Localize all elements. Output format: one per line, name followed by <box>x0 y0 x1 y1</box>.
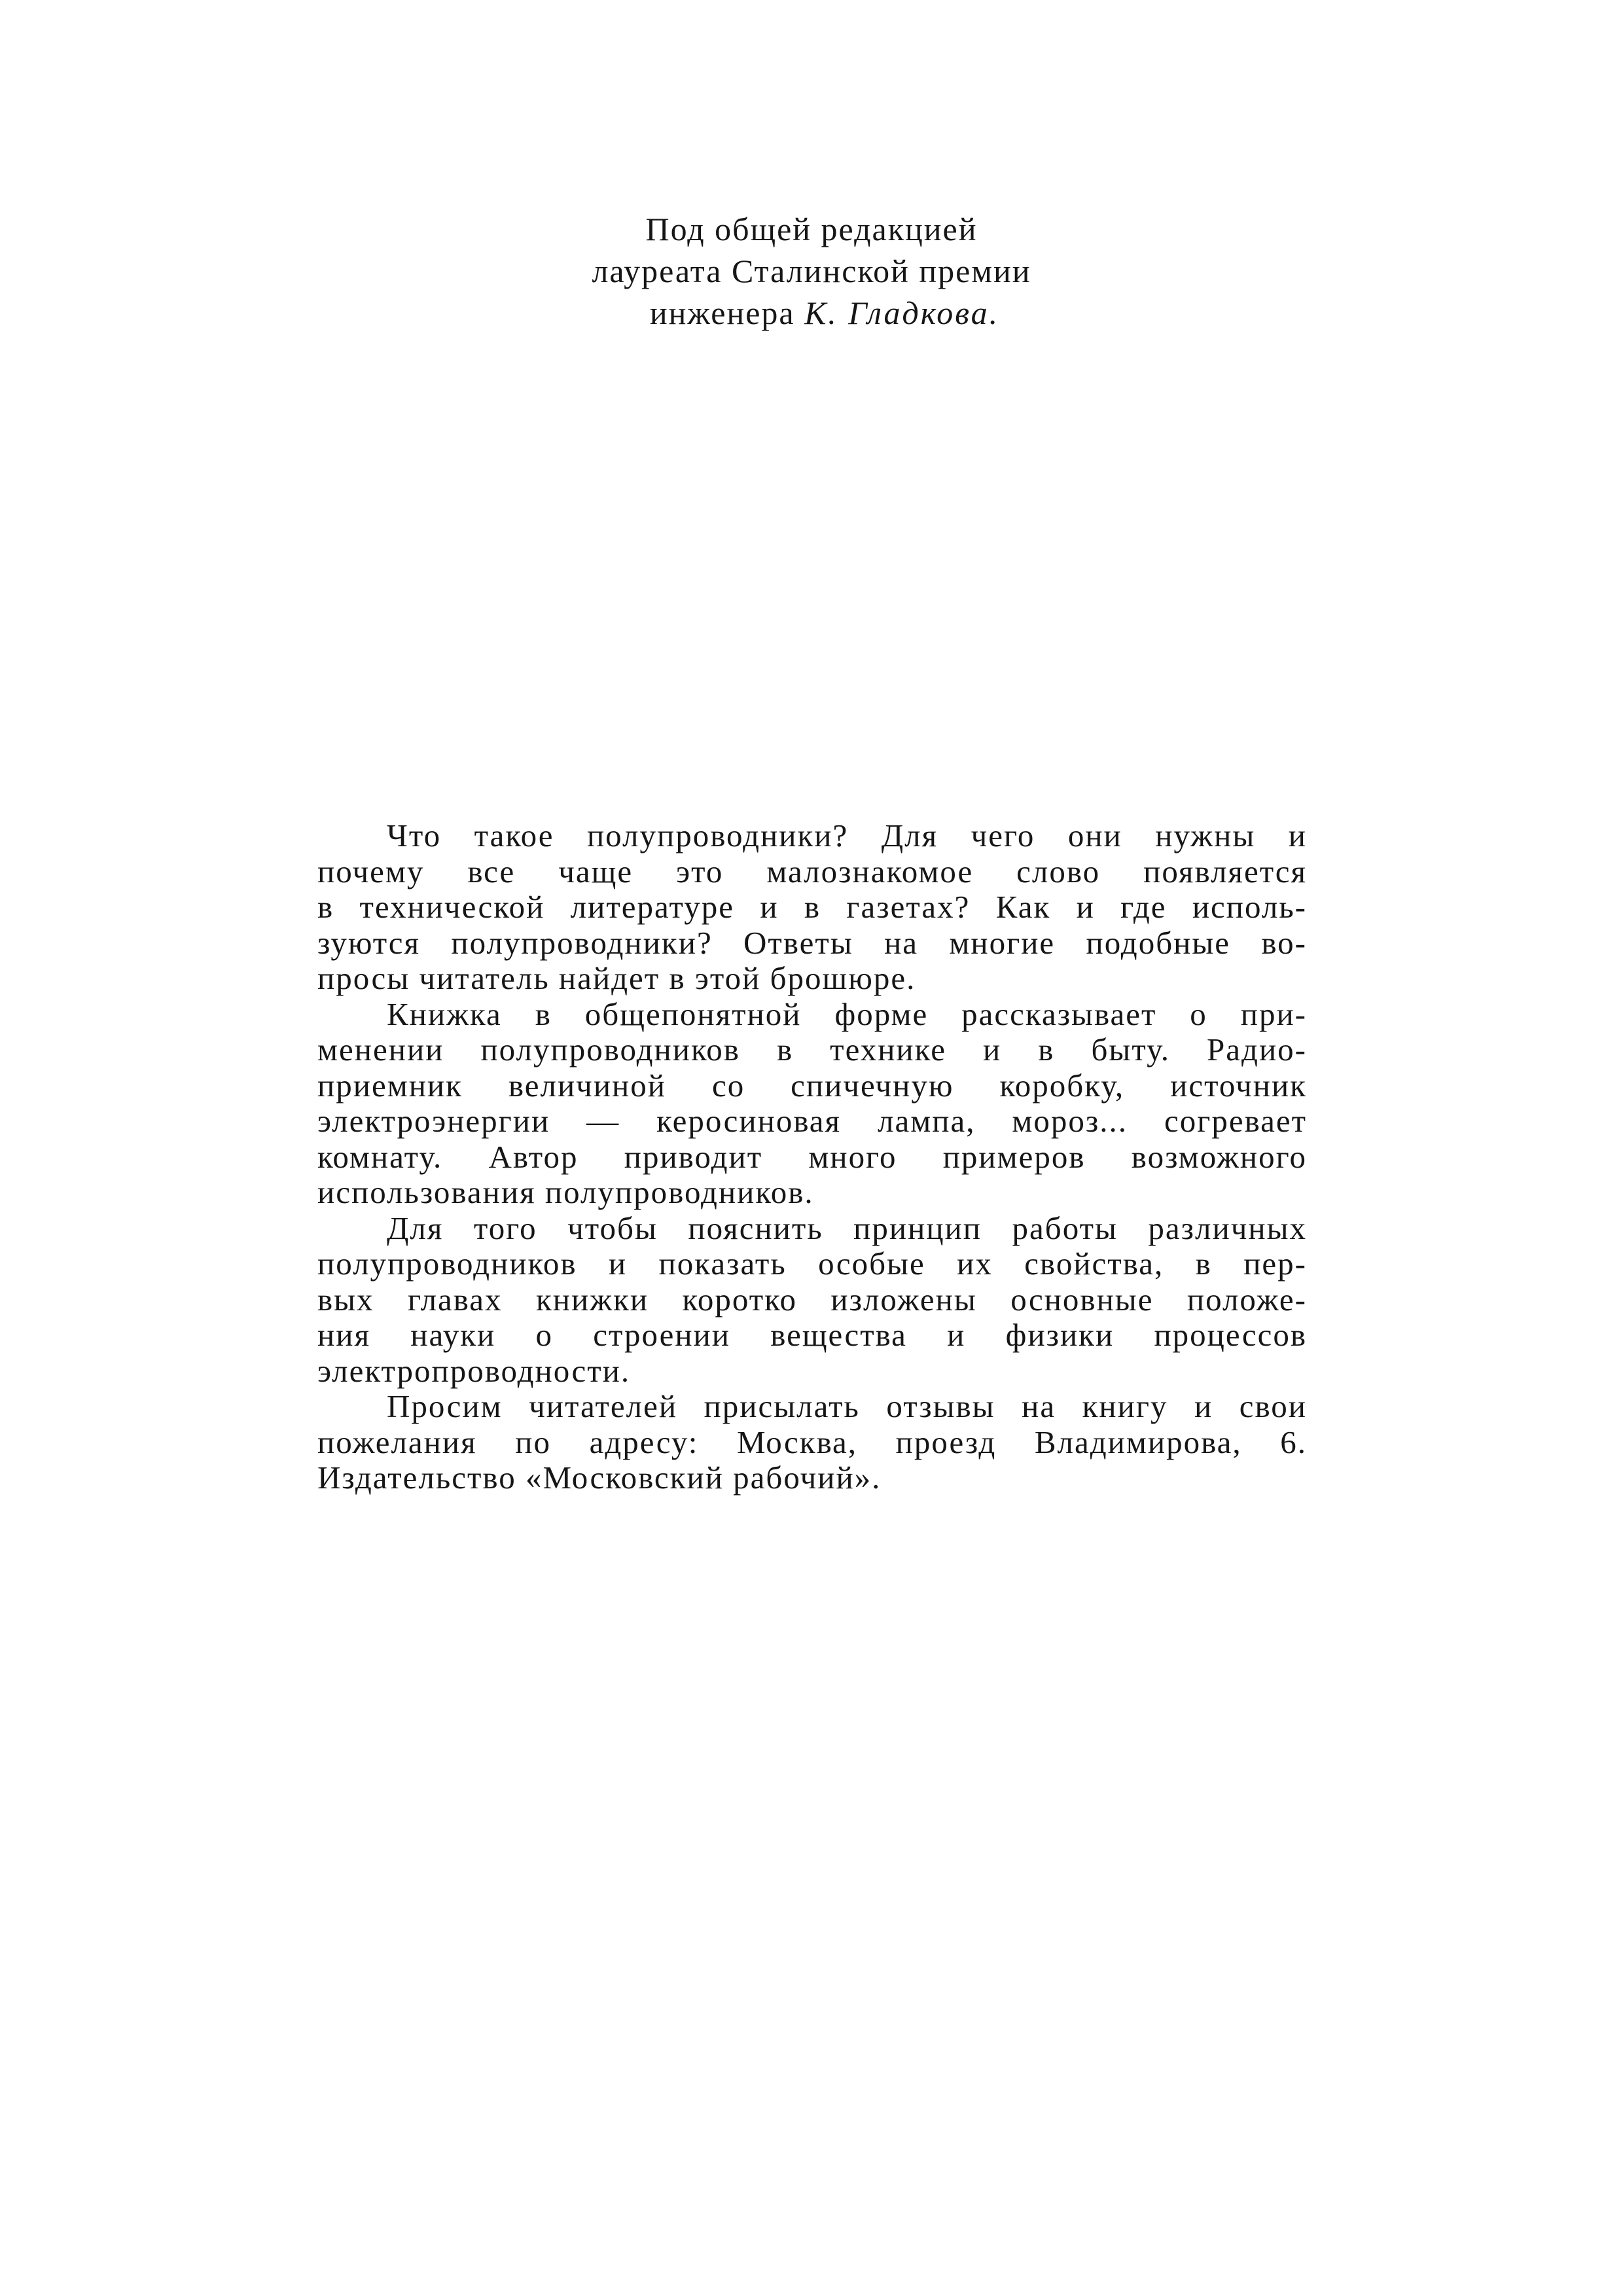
text-line: почему все чаще это малознакомое слово появляется <box>317 853 1307 889</box>
text-line: Что такое полупроводники? Для чего они нужны и <box>387 817 1307 853</box>
editorial-line-3 <box>458 292 1165 334</box>
text-line: комнату. Автор приводит много примеров возможного <box>317 1138 1307 1175</box>
text-line: в технической литературе и в газетах? Как и где исполь- <box>317 889 1307 925</box>
text-line: ния науки о строении вещества и физики процессов <box>317 1317 1307 1353</box>
text-line: электроэнергии — керосиновая лампа, мороз... согревает <box>317 1103 1307 1139</box>
paragraph-3 <box>317 1211 1307 1390</box>
text-line: Для того чтобы пояснить принцип работы различных <box>387 1210 1307 1246</box>
text-line: вых главах книжки коротко изложены основные положе- <box>317 1281 1307 1318</box>
editorial-credit <box>458 208 1165 334</box>
text-line: приемник величиной со спичечную коробку, источник <box>317 1067 1307 1103</box>
editor-name: К. Гладкова. <box>804 295 1000 331</box>
text-line: Книжка в общепонятной форме рассказывает о при- <box>387 996 1307 1032</box>
text-line: электропроводности. <box>317 1352 631 1389</box>
text-line: полупроводников и показать особые их свойства, в пер- <box>317 1246 1307 1282</box>
text-line: Издательство «Московский рабочий». <box>317 1460 882 1496</box>
text-line: просы читатель найдет в этой брошюре. <box>317 960 916 996</box>
editorial-line-1: Под общей редакцией <box>645 211 978 247</box>
text-line: зуются полупроводники? Ответы на многие подобные во- <box>317 924 1307 961</box>
text-line: использования полупроводников. <box>317 1174 814 1210</box>
text-line: пожелания по адресу: Москва, проезд Владимирова, 6. <box>317 1424 1307 1460</box>
text-line: Просим читателей присылать отзывы на книгу и свои <box>387 1388 1307 1424</box>
paragraph-1 <box>317 818 1307 997</box>
paragraph-4 <box>317 1389 1307 1496</box>
editorial-line-3-prefix: инженера <box>649 295 795 331</box>
text-line: менении полупроводников в технике и в быту. Радио- <box>317 1031 1307 1067</box>
editorial-line-2: лауреата Сталинской премии <box>592 253 1031 289</box>
paragraph-2 <box>317 997 1307 1211</box>
annotation-text <box>317 818 1307 1496</box>
